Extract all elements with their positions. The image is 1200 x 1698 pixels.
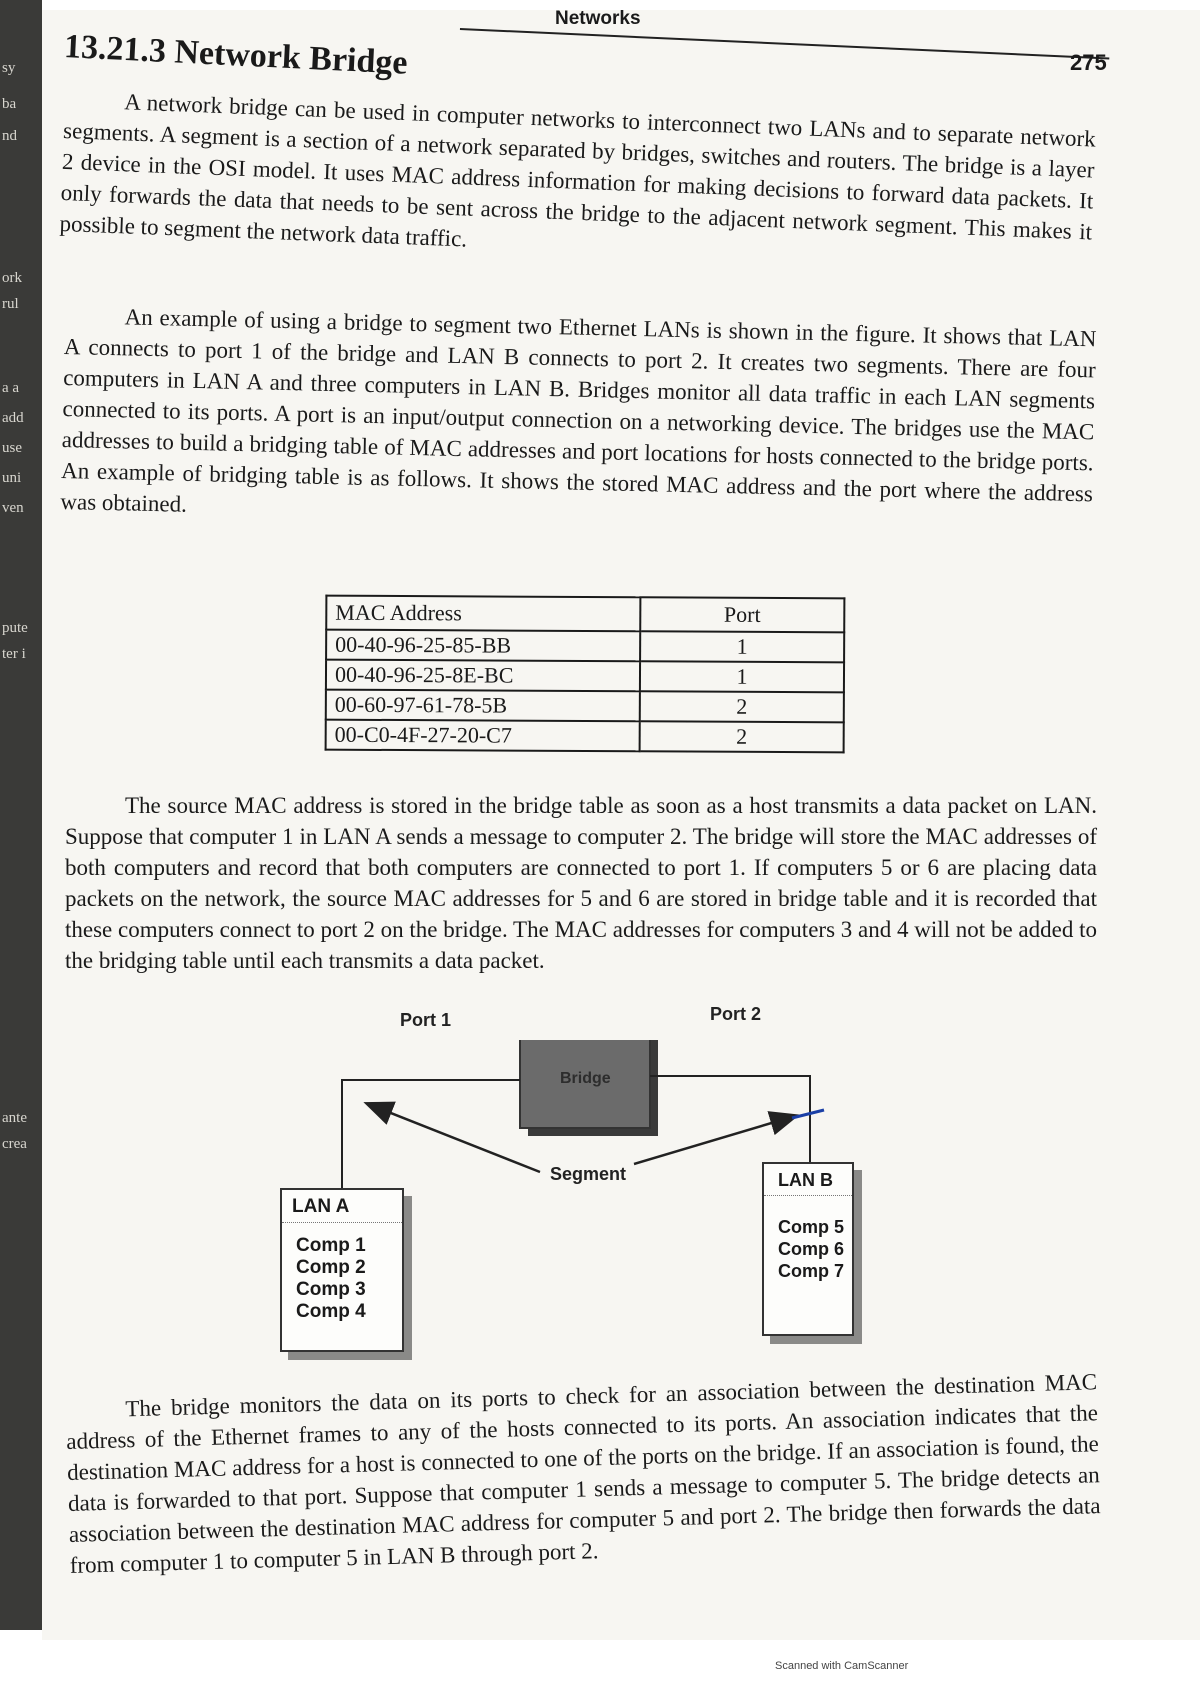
port1-wire bbox=[342, 1080, 520, 1190]
column-header-mac: MAC Address bbox=[326, 596, 640, 632]
table-row bbox=[326, 660, 844, 693]
table-row bbox=[326, 720, 844, 753]
pen-mark bbox=[792, 1110, 824, 1118]
port1-label: Port 1 bbox=[400, 1010, 452, 1030]
running-head: Networks bbox=[555, 8, 641, 29]
segment-arrow-left bbox=[368, 1104, 540, 1172]
paragraph-association: The bridge monitors the data on its ports to check for an association between the destination MAC address of the Ethernet frames to any of the hosts connected to its ports. An association indicates that the destination MAC address for a host is connected to one of the ports on the bridge. If an association is found, the data is forwarded to that port. Suppose that computer 1 sends a message to computer 5. The bridge detects an association between the destination MAC address for computer 5 and port 2. The bridge then forwards the data from computer 1 to computer 5 in LAN B through port 2. bbox=[65, 1369, 1101, 1578]
lan-a-item: Comp 1 bbox=[296, 1235, 366, 1256]
table-row bbox=[326, 630, 844, 663]
lan-a-item: Comp 4 bbox=[296, 1301, 366, 1322]
bridge-diagram bbox=[250, 1004, 890, 1360]
port-cell: 1 bbox=[640, 661, 844, 692]
paragraph-source-mac: The source MAC address is stored in the bridge table as soon as a host transmits a data packet on LAN. Suppose that computer 1 in LAN A sends a message to computer 2. The bridge will store the MAC addresses of both computers and record that both computers are connected to port 1. If computers 5 or 6 are placing data packets on the network, the source MAC addresses for 5 and 6 are stored in bridge table and it is recorded that these computers connect to port 2 on the bridge. The MAC addresses for computers 3 and 4 will not be added to the bridging table until each transmits a data packet. bbox=[65, 793, 1097, 973]
adjacent-page-edge: sy ba nd ork rul a a add use uni ven pute ter i ante crea bbox=[0, 0, 42, 1630]
column-header-port: Port bbox=[640, 597, 844, 632]
lan-b-item: Comp 7 bbox=[778, 1261, 845, 1281]
port-cell: 2 bbox=[640, 721, 844, 752]
lan-a-item: Comp 2 bbox=[296, 1257, 366, 1278]
bridging-table bbox=[325, 595, 846, 754]
mac-cell: 00-40-96-25-85-BB bbox=[326, 630, 640, 662]
mac-cell: 00-60-97-61-78-5B bbox=[326, 690, 640, 722]
mac-cell: 00-40-96-25-8E-BC bbox=[326, 660, 640, 692]
section-title: 13.21.3 Network Bridge bbox=[63, 28, 409, 82]
mac-cell: 00-C0-4F-27-20-C7 bbox=[326, 720, 640, 752]
table-header-row bbox=[326, 596, 844, 633]
segment-arrow-right bbox=[634, 1116, 795, 1164]
lan-a-item: Comp 3 bbox=[296, 1279, 366, 1300]
lan-b-title: LAN B bbox=[764, 1164, 852, 1196]
paragraph-bridge-intro: A network bridge can be used in computer networks to interconnect two LANs and to separate network segments. A segment is a section of a network separated by bridges, switches and routers. The bridge is a layer 2 device in the OSI model. It uses MAC address information for making decisions to forward data packets. It only forwards the data that needs to be sent across the bridge to the adjacent network segment. This makes it possible to segment the network data traffic. bbox=[59, 89, 1097, 252]
lan-a-title: LAN A bbox=[282, 1190, 402, 1223]
paragraph-bridge-example: An example of using a bridge to segment two Ethernet LANs is shown in the figure. It shows that LAN A connects to port 1 of the bridge and LAN B connects to port 2. It creates two segments. There are four computers in LAN A and three computers in LAN B. Bridges monitor all data traffic in each LAN segments connected to its ports. A port is an input/output connection on a networking device. The bridges use the MAC addresses to build a bridging table of MAC addresses and port locations for hosts connected to the bridge ports. An example of bridging table is as follows. It shows the stored MAC address and the port where the address was obtained. bbox=[60, 304, 1097, 517]
bridge-label: Bridge bbox=[560, 1070, 611, 1087]
lan-b-box bbox=[762, 1162, 854, 1336]
port-cell: 2 bbox=[640, 691, 844, 722]
lan-a-box bbox=[280, 1188, 404, 1352]
page-number: 275 bbox=[1070, 50, 1107, 75]
port2-label: Port 2 bbox=[710, 1004, 762, 1024]
lan-b-item: Comp 5 bbox=[778, 1217, 845, 1237]
lan-b-item: Comp 6 bbox=[778, 1239, 845, 1259]
port-cell: 1 bbox=[640, 631, 844, 662]
segment-label: Segment bbox=[550, 1164, 627, 1184]
scanner-watermark: Scanned with CamScanner bbox=[775, 1660, 909, 1672]
table-row bbox=[326, 690, 844, 723]
